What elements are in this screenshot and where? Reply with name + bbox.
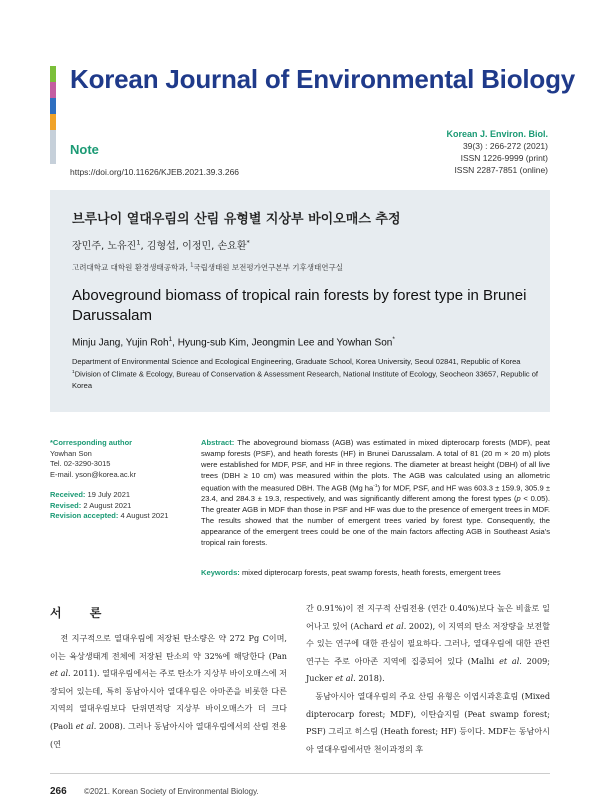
journal-title: Korean Journal of Environmental Biology [70,64,576,94]
journal-volume: 39(3) : 266-272 (2021) [462,141,548,151]
keywords: Keywords: mixed dipterocarp forests, peat swamp forests, heath forests, emergent trees [201,568,501,577]
footer-divider [50,773,550,774]
section-title-introduction: 서 론 [50,606,114,620]
corresponding-author-label: *Corresponding author [50,438,133,447]
english-title: Aboveground biomass of tropical rain forests by forest type in Brunei Darussalam [72,287,527,324]
issn-print: ISSN 1226-9999 (print) [460,153,548,163]
corresponding-author-name: Yowhan Son [50,448,92,458]
korean-title: 브루나이 열대우림의 산림 유형별 지상부 바이오매스 추정 [72,212,401,227]
copyright: ©2021. Korean Society of Environmental Biology. [84,787,259,796]
date-revised: Revised: 2 August 2021 [50,500,132,510]
english-authors: Minju Jang, Yujin Roh$^1$, Hyung-sub Kim, Jeongmin Lee and Yowhan Son* [72,336,395,349]
date-accepted: Revision accepted: 4 August 2021 [50,511,169,520]
corresponding-author-tel: Tel. 02-3290-3015 [50,459,111,468]
color-bar-segment [50,66,56,82]
abstract: Abstract: The aboveground biomass (AGB) was estimated in mixed dipterocarp forests (MDF), peat swamp forests (PSF), and heath forests (HF) in Brunei Darussalam. A total of 81 (20 m × 20 m) plots were established for MDF, PSF, and HF in three regions. The diameter at breast height (DBH) of all live trees (DBH ≥ 10 cm) was measured within the plots. The AGB was calculated using an allometric equation with the measured DBH. The AGB (Mg $ha^{-1}$) for MDF, PSF, and HF was 603.3 ± 159.9, 305.9 ± 23.4, and 284.3 ± 19.3, respectively, and was significantly different among the forest types (p < 0.05). The greater AGB in MDF than those in PSF and HF was due to the presence of emergent trees in MDF. The results showed that the number of emergent trees varied by forest type. Consequently, the appearance of the emergent trees could be one of the main factors affecting AGB in Southeast Asia's tropical rain forests. [201,438,551,547]
doi-link[interactable]: https://doi.org/10.11626/KJEB.2021.39.3.266 [70,167,240,177]
color-bar-segment [50,82,56,98]
corresponding-author-email[interactable]: E-mail. yson@korea.ac.kr [50,469,136,479]
journal-meta [446,128,548,176]
article-type-label: Note [70,142,99,157]
journal-abbreviation: Korean J. Environ. Biol. [446,129,548,139]
color-bar-segment [50,130,56,164]
date-received: Received: 19 July 2021 [50,490,131,499]
korean-affiliation: 고려대학교 대학원 환경생태공학과, $^1$국립생태원 보전평가연구본부 기후생태연구실 [72,262,343,272]
issn-online: ISSN 2287-7851 (online) [454,165,548,175]
korean-authors: 장민주, 노유진$^1$, 김형섭, 이정민, 손요환* [72,238,250,252]
correspondence-info [50,438,190,522]
color-bar-segment [50,114,56,130]
color-bar-segment [50,98,56,114]
journal-color-bar [50,66,56,164]
body-column-right: 간 0.91%)이 전 지구적 산림전용 (연간 0.40%)보다 높은 비율로 일어나고 있어 (Achard et al. 2002), 이 지역의 탄소 저장량을 보전할 수 있는 연구에 대한 관심이 필요하다. 그러나, 열대우림에 대한 관련 연구는 주로 아마존 지역에 집중되어 있다 (Malhi et al. 2009; Jucker et al. 2018). 동남아시아 열대우림의 주요 산림 유형은 이엽시과혼효림 (Mixed dipterocarp forest; MDF), 이탄습지림 (Peat swamp forest; PSF) 그리고 히스림 (Heath forest; HF) 등이다. MDF는 동남아시아 열대우림에서만 천이과정의 후 [306,603,551,754]
body-column-left: 전 지구적으로 열대우림에 저장된 탄소량은 약 272 Pg C이며, 이는 육상생태계 전체에 저장된 탄소의 약 32%에 해당한다 (Pan et al. 2011). 열대우림에서는 주로 탄소가 지상부 바이오매스에 저장되어 있는데, 특히 동남아시아 열대우림은 아마존을 비롯한 다른 지역의 열대우림보다 단위면적당 지상부 바이오매스가 더 크다 (Paoli et al. 2008). 그러나 동남아시아 열대우림에서의 산림 전용 (연 [50,633,287,749]
page-number: 266 [50,786,67,797]
english-affiliation: Department of Environmental Science and Ecological Engineering, Graduate School, Korea University, Seoul 02841, Republic of Korea $^1$Division of Climate & Ecology, Bureau of Conservation & Assessment Research, National Institute of Ecology, Seocheon 33657, Republic of Korea [72,357,539,390]
article-header-box [50,190,550,412]
